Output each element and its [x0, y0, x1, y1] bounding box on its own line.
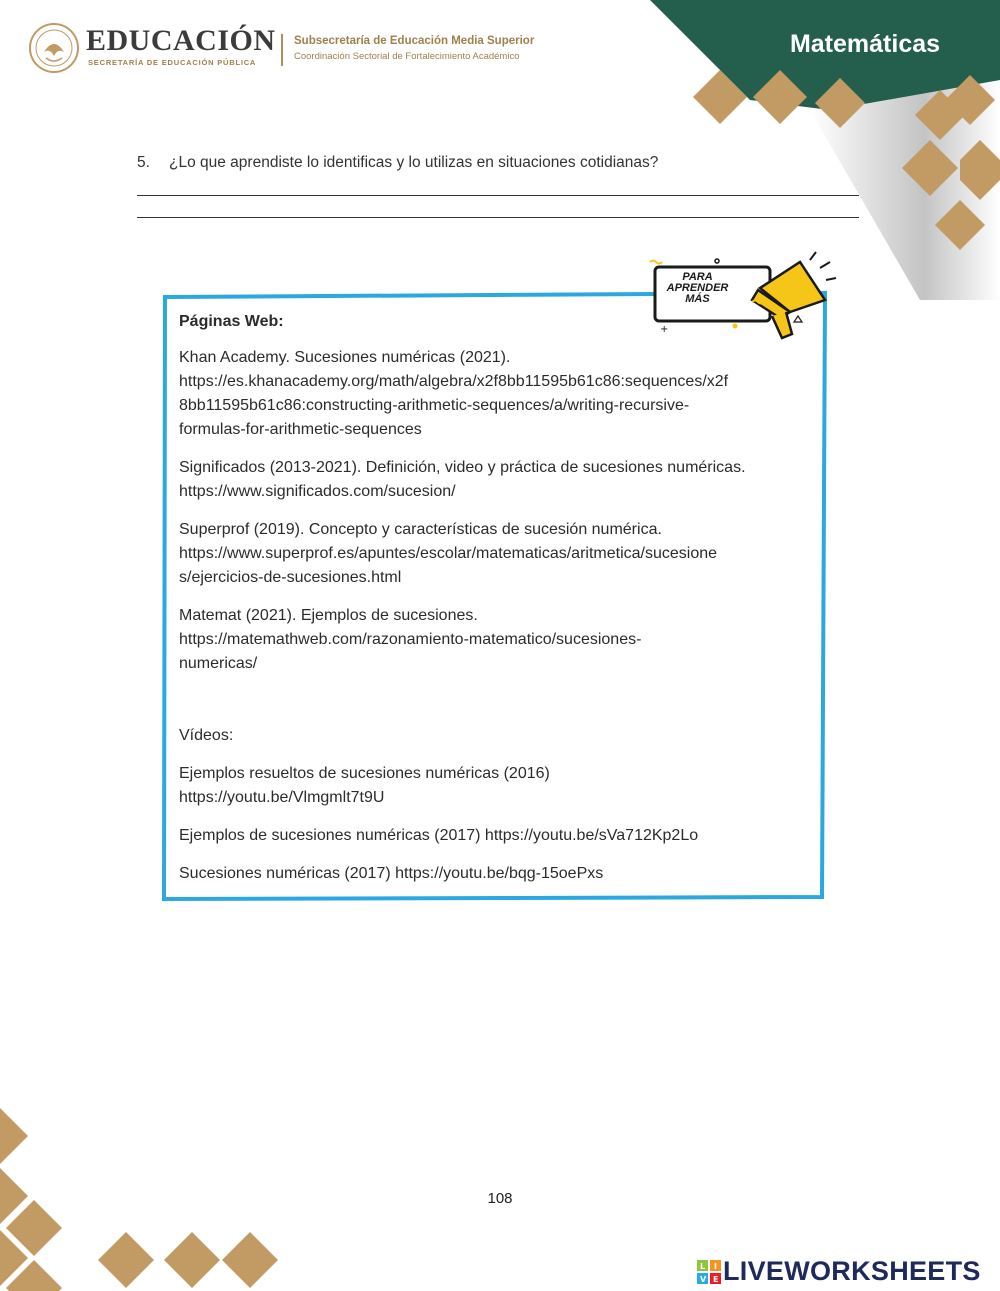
web-entry — [179, 456, 819, 504]
brand-title: EDUCACIÓN — [86, 24, 276, 57]
footer-decoration — [0, 1100, 300, 1291]
web-entry-title: Matemat (2021). Ejemplos de sucesiones. — [179, 607, 478, 624]
page-number: 108 — [487, 1190, 513, 1207]
web-entry-url[interactable]: 8bb11595b61c86:constructing-arithmetic-sequences/a/writing-recursive- — [179, 397, 690, 414]
web-entry-url[interactable]: https://www.significados.com/sucesion/ — [179, 483, 456, 500]
web-entry-url[interactable]: https://matemathweb.com/razonamiento-matematico/sucesiones- — [179, 631, 642, 648]
video-entry — [179, 762, 819, 810]
videos-heading: Vídeos: — [179, 727, 234, 744]
video-entry — [179, 862, 819, 886]
brand-subtitle: SECRETARÍA DE EDUCACIÓN PÚBLICA — [88, 58, 257, 67]
block-letter: V — [700, 1275, 707, 1284]
web-entry — [179, 346, 819, 442]
web-entry-url[interactable]: formulas-for-arithmetic-sequences — [179, 421, 422, 438]
liveworksheets-blocks-icon — [697, 1260, 721, 1284]
web-entry-url[interactable]: https://es.khanacademy.org/math/algebra/x2f8bb11595b61c86:sequences/x2f — [179, 373, 729, 390]
mexico-seal-icon — [28, 22, 80, 74]
answer-line-1[interactable] — [137, 195, 859, 196]
badge-line-1: PARA — [682, 271, 713, 283]
video-entry-line[interactable]: Ejemplos de sucesiones numéricas (2017) https://youtu.be/sVa712Kp2Lo — [179, 827, 699, 844]
badge-line-2: APRENDER — [666, 282, 729, 294]
web-entry — [179, 604, 819, 676]
subject-title: Matemáticas — [789, 30, 941, 58]
web-entry — [179, 518, 819, 590]
web-entry-url[interactable]: s/ejercicios-de-sucesiones.html — [179, 569, 402, 586]
block-letter: L — [700, 1262, 706, 1271]
block-letter: I — [714, 1262, 717, 1271]
video-entry-title: Ejemplos resueltos de sucesiones numéricas (2016) — [179, 765, 550, 782]
svg-text:+: + — [660, 324, 669, 335]
badge-label — [655, 272, 740, 305]
video-entry-url[interactable]: https://youtu.be/Vlmgmlt7t9U — [179, 789, 385, 806]
coordinacion-label: Coordinación Sectorial de Fortalecimiento Académico — [294, 51, 520, 62]
web-entry-title: Khan Academy. Sucesiones numéricas (2021). — [179, 349, 511, 366]
resources-content — [179, 310, 819, 900]
web-entry-title: Superprof (2019). Concepto y características de sucesión numérica. — [179, 521, 662, 538]
question-number: 5. — [137, 154, 150, 171]
answer-line-2[interactable] — [137, 217, 859, 218]
liveworksheets-wordmark: LIVEWORKSHEETS — [723, 1256, 981, 1286]
subsecretaria-label: Subsecretaría de Educación Media Superior — [294, 35, 535, 47]
web-entry-url[interactable]: numericas/ — [179, 655, 258, 672]
web-entry-title: Significados (2013-2021). Definición, video y práctica de sucesiones numéricas. — [179, 459, 746, 476]
header-divider — [281, 34, 283, 66]
web-pages-heading: Páginas Web: — [179, 313, 284, 330]
block-letter: E — [713, 1275, 719, 1284]
video-entry — [179, 824, 819, 848]
video-entry-line[interactable]: Sucesiones numéricas (2017) https://youtu.be/bqg-15oePxs — [179, 865, 604, 882]
question-text: ¿Lo que aprendiste lo identificas y lo utilizas en situaciones cotidianas? — [169, 154, 659, 171]
badge-line-3: MÁS — [685, 293, 710, 305]
web-entry-url[interactable]: https://www.superprof.es/apuntes/escolar/matematicas/aritmetica/sucesione — [179, 545, 718, 562]
